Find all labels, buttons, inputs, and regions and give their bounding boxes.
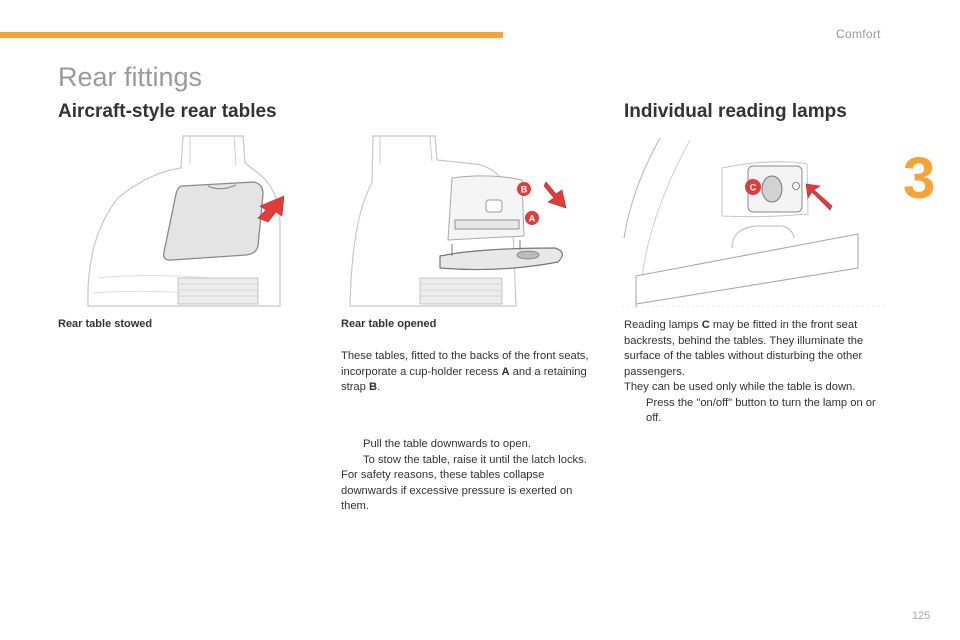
rear-tables-heading: Aircraft-style rear tables — [58, 101, 277, 122]
label-c: C — [749, 182, 757, 193]
instruction-stow: To stow the table, raise it until the latch locks. — [363, 453, 587, 466]
caption-table-stowed: Rear table stowed — [58, 318, 153, 330]
section-name: Comfort — [836, 27, 881, 41]
label-a: A — [528, 213, 536, 224]
page-number: 125 — [912, 610, 931, 622]
table-stowed-illustration — [58, 128, 320, 308]
reading-lamps-usage: They can be used only while the table is down. — [624, 381, 856, 393]
tables-instructions — [341, 437, 603, 515]
pull-down-arrow-icon — [544, 182, 566, 208]
safety-note: For safety reasons, these tables collapse downwards if excessive pressure is exerted on them. — [341, 469, 573, 512]
caption-table-opened: Rear table opened — [341, 318, 437, 330]
chapter-number: 3 — [903, 146, 936, 211]
instruction-lamp-switch: Press the "on/off" button to turn the lamp on or off. — [646, 396, 876, 424]
reading-lamp-illustration — [622, 128, 886, 308]
button-arrow-icon — [806, 184, 832, 210]
label-b: B — [520, 184, 528, 195]
tables-intro: These tables, fitted to the backs of the front seats, incorporate a cup-holder recess A and a retaining strap B. — [341, 350, 589, 393]
reading-lamps-heading: Individual reading lamps — [624, 101, 847, 122]
instruction-open: Pull the table downwards to open. — [363, 438, 531, 450]
section-color-bar — [0, 32, 503, 38]
table-opened-illustration — [340, 128, 602, 308]
reading-lamps-description: Reading lamps C may be fitted in the front seat backrests, behind the tables. They illuminate the surface of the tables without disturbing the other passengers. — [624, 319, 864, 378]
reading-lamps-text — [624, 318, 886, 427]
page-title: Rear fittings — [58, 62, 203, 92]
